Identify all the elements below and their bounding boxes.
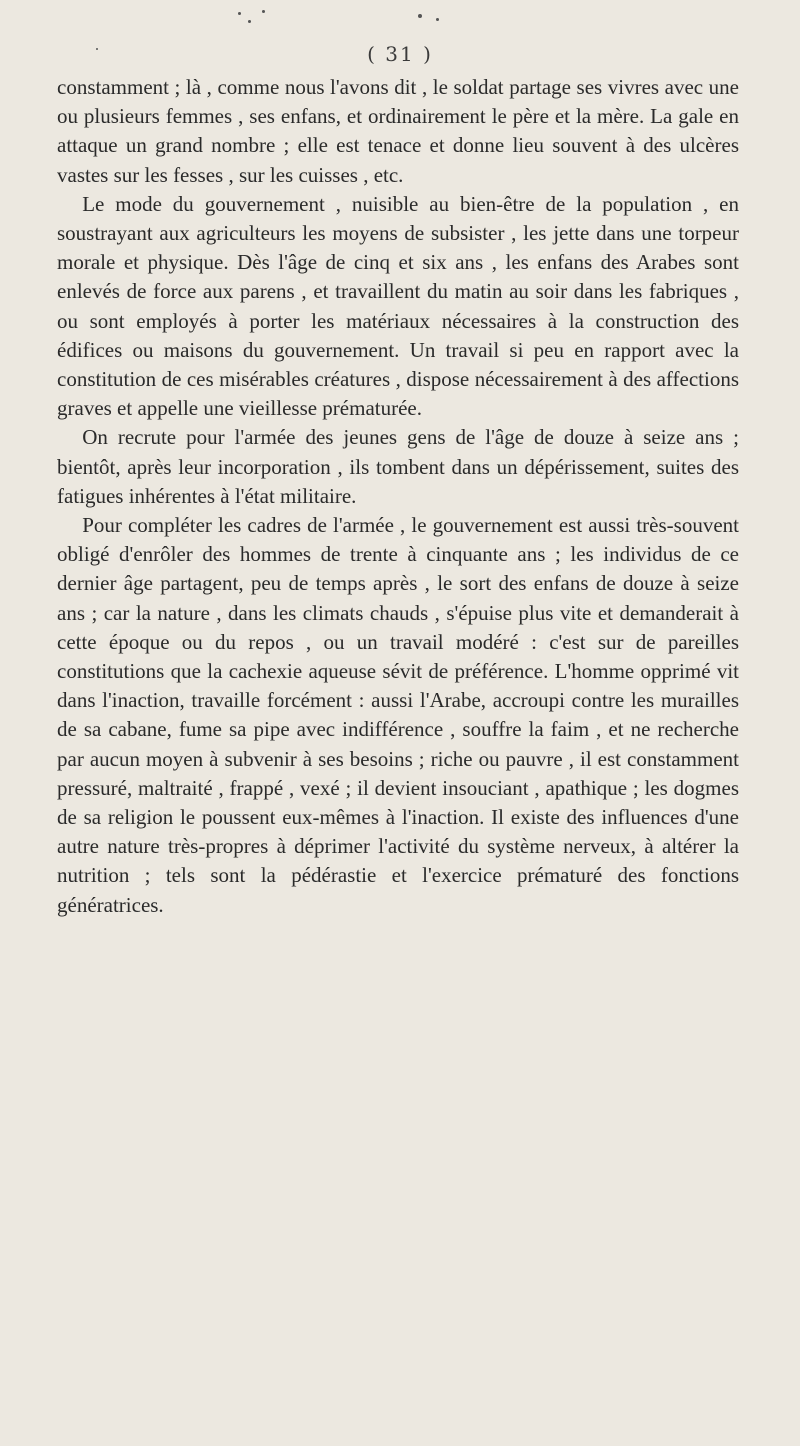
- paragraph-3: On recrute pour l'armée des jeunes gens de l'âge de douze à seize ans ; bientôt, après leur incorporation , ils tombent dans un dépérissement, suites des fatigues inhérentes à l'état militaire.: [57, 425, 739, 508]
- body-text: [57, 73, 739, 920]
- paragraph-4: Pour compléter les cadres de l'armée , le gouvernement est aussi très-souvent obligé d'enrôler des hommes de trente à cinquante ans ; les individus de ce dernier âge partagent, peu de temps après , le sort des enfans de douze à seize ans ; car la nature , dans les climats chauds , s'épuise plus vite et demanderait à cette époque ou du repos , ou un travail modéré : c'est sur de pareilles constitutions que la cachexie aqueuse sévit de préférence. L'homme opprimé vit dans l'inaction, travaille forcément : aussi l'Arabe, accroupi contre les murailles de sa cabane, fume sa pipe avec indifférence , souffre la faim , et ne recherche par aucun moyen à subvenir à ses besoins ; riche ou pauvre , il est constamment pressuré, maltraité , frappé , vexé ; il devient insouciant , apathique ; les dogmes de sa religion le poussent eux-mêmes à l'inaction. Il existe des influences d'une autre nature très-propres à déprimer l'activité du système nerveux, à altérer la nutrition ; tels sont la pédérastie et l'exercice prématuré des fonctions génératrices.: [57, 513, 739, 917]
- paragraph-2: Le mode du gouvernement , nuisible au bien-être de la population , en soustrayant aux agriculteurs les moyens de subsister , les jette dans une torpeur morale et physique. Dès l'âge de cinq et six ans , les enfans des Arabes sont enlevés de force aux parens , et travaillent du matin au soir dans les fabriques , ou sont employés à porter les matériaux nécessaires à la construction des édifices ou maisons du gouvernement. Un travail si peu en rapport avec la constitution de ces misérables créatures , dispose nécessairement à des affections graves et appelle une vieillesse prématurée.: [57, 191, 739, 421]
- page-number: ( 31 ): [367, 42, 433, 66]
- paragraph-1: constamment ; là , comme nous l'avons dit , le soldat partage ses vivres avec une ou plusieurs femmes , ses enfans, et ordinairement le père et la mère. La gale en attaque un grand nombre ; elle est tenace et donne lieu souvent à des ulcères vastes sur les fesses , sur les cuisses , etc.: [57, 75, 739, 187]
